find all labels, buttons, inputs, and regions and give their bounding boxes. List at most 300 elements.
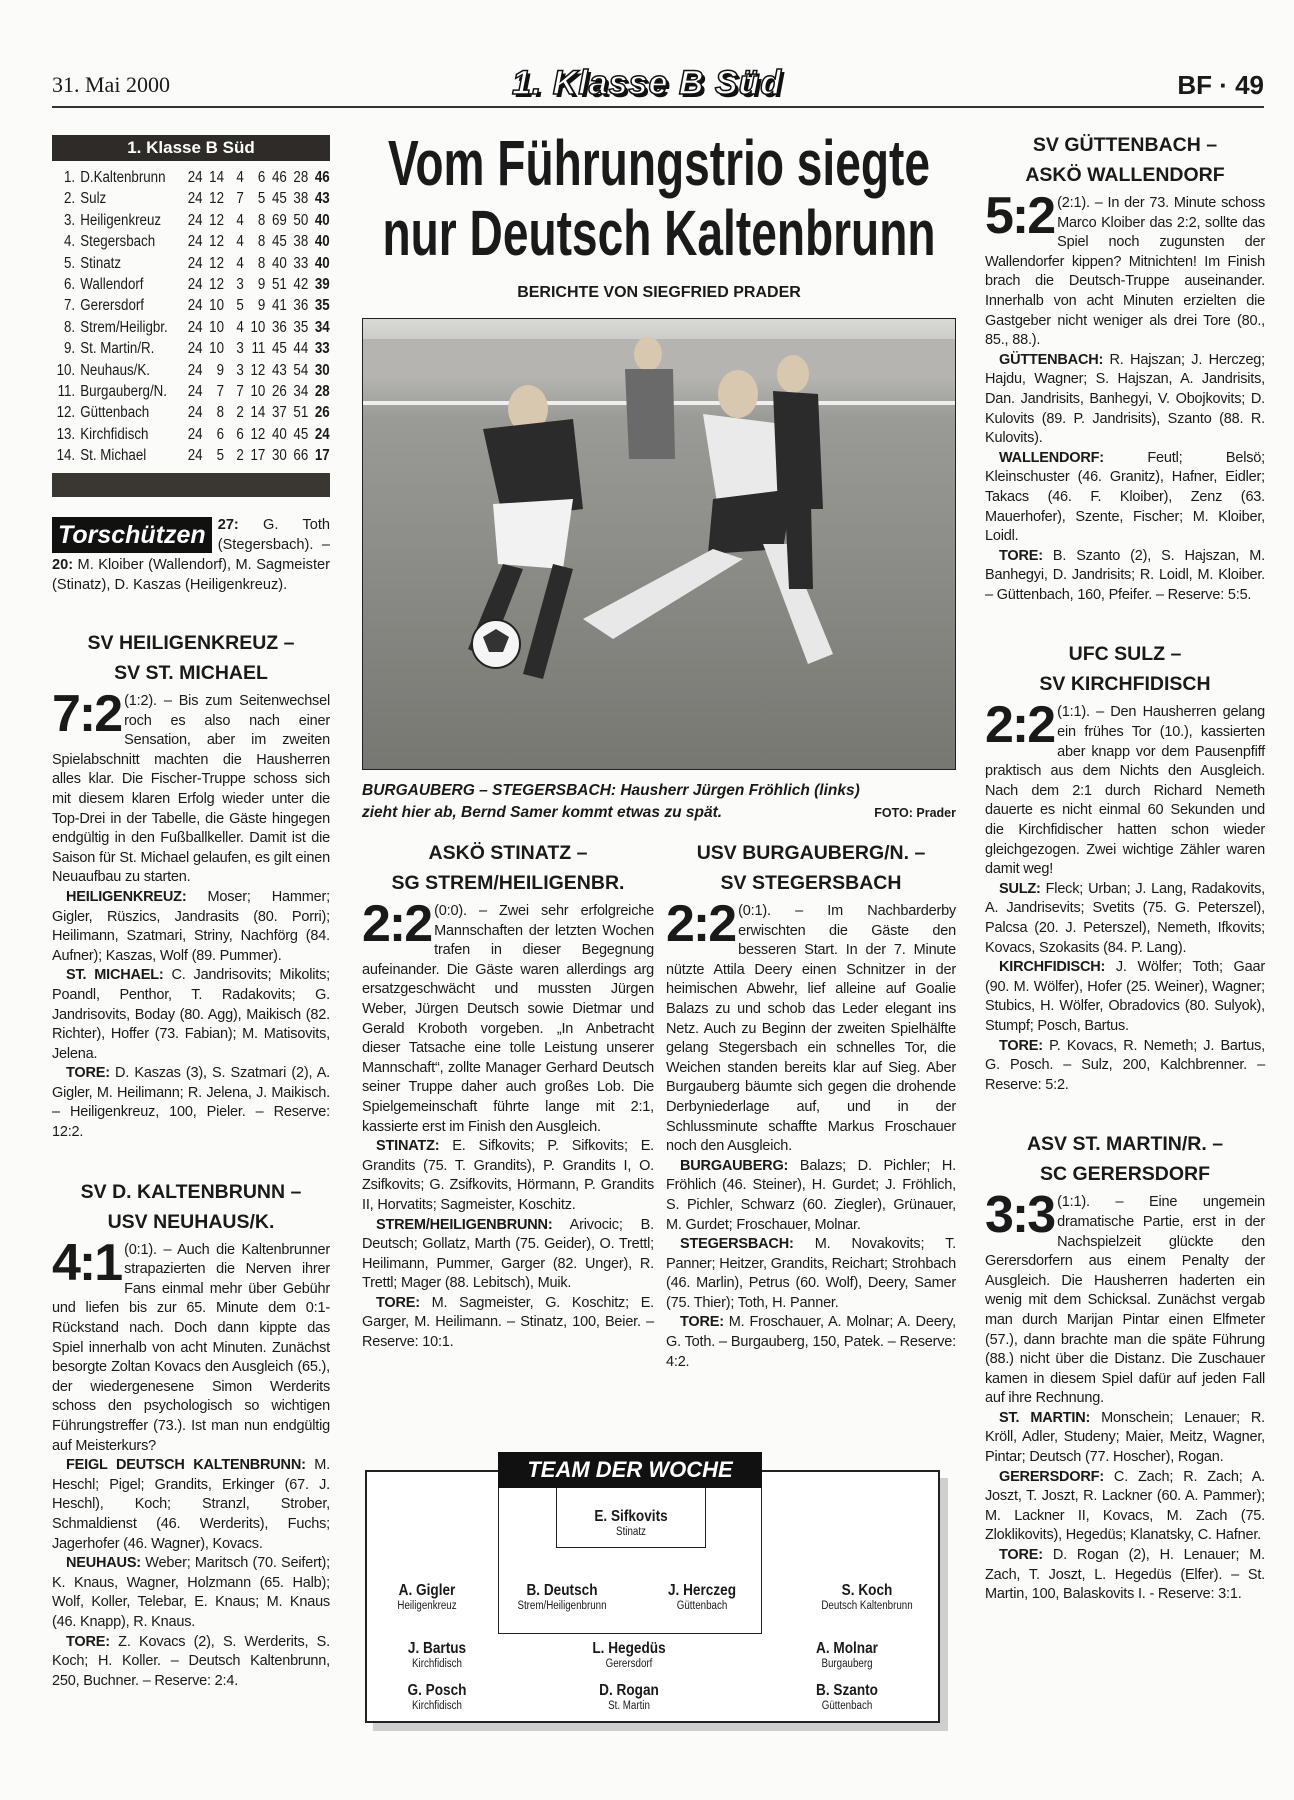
losses: 8 [257, 211, 266, 229]
table-row [52, 445, 330, 466]
wins: 6 [216, 425, 225, 443]
points: 26 [314, 404, 330, 422]
rank: 12. [56, 404, 76, 422]
player-name: J. Herczeg [667, 1582, 737, 1599]
report-paragraph [985, 958, 1265, 1036]
match-report-sulz [985, 639, 1265, 1095]
draws: 3 [236, 275, 244, 293]
team-label: TORE: [66, 1065, 110, 1082]
team-name: Burgauberg/N. [80, 382, 167, 400]
goals-against: 51 [293, 404, 309, 422]
rank: 10. [56, 361, 76, 379]
table-row [52, 295, 330, 316]
paragraph-text: E. Sifkovits; P. Sifkovits; E. Grandits (75. T. Grandits), P. Grandits I, O. Zsifkovits; G. Zsifkovits, Hörmann, P. Grandits II, Horvatits; Sagmeister, Koschitz. [362, 1138, 654, 1213]
match-title-line-2: USV NEUHAUS/K. [107, 1210, 275, 1233]
player-club: Burgauberg [821, 1658, 873, 1670]
player-name: G. Posch [407, 1682, 467, 1699]
rank: 3. [63, 211, 76, 229]
match-title-line-2: SV STEGERSBACH [720, 872, 902, 894]
report-paragraph [52, 685, 330, 888]
table-row [52, 424, 330, 445]
report-paragraph [985, 880, 1265, 958]
match-title-line-1: SV HEILIGENKREUZ – [87, 632, 295, 654]
losses: 10 [250, 382, 266, 400]
paragraph-text: Arivocic; B. Deutsch; Gollatz, Marth (75. Geider), O. Trettl; Heilimann, Pummer, Garger (82. Unger), R. Trettl; Mager (88. Lebitsch), Muik. [362, 1216, 654, 1292]
wins: 12 [209, 190, 225, 208]
team-name: Stegersbach [80, 233, 156, 251]
player-name: B. Deutsch [526, 1582, 598, 1599]
team-player [782, 1640, 912, 1670]
final-score: 2:2 [985, 696, 1055, 755]
goals-against: 50 [293, 211, 309, 229]
wins: 12 [209, 275, 225, 293]
losses: 9 [257, 275, 266, 293]
team-name: Strem/Heiligbr. [80, 318, 168, 336]
paragraph-text: J. Wölfer; Toth; Gaar (90. M. Wölfer), Hofer (25. Weiner), Wagner; Stubics, H. Wölfer, Obradovics (80. Sulyok), Stumpf; Posch, Bartus. [985, 959, 1265, 1034]
losses: 17 [250, 447, 266, 465]
team-of-the-week-title: TEAM DER WOCHE [498, 1452, 762, 1488]
byline: BERICHTE VON SIEGFRIED PRADER [517, 284, 801, 301]
team-label: STINATZ: [376, 1138, 440, 1155]
report-paragraph [362, 1137, 654, 1215]
paragraph-text: Fleck; Urban; J. Lang, Radakovits, A. Jandrisevits; Svetits (75. G. Peterszel), Palcsa (20. J. Peterszel), Nemeth, Ifkovits; Kovacs, Szokasits (84. P. Lang). [985, 880, 1265, 956]
games: 24 [187, 190, 203, 208]
goals-against: 33 [293, 254, 309, 272]
goals-for: 40 [271, 254, 287, 272]
paragraph-text: (0:1). – Auch die Kaltenbrunner strapazierten die Nerven ihrer Fans einmal mehr über Gebühr und liefen bis zur 65. Minute dem 0:1-Rückstand nach. Doch dann kippte das Spiel innerhalb von acht Minuten. Zunächst besorgte Zoltan Kovacs den Ausgleich (65.), der wiedergenesene Simon Werderits schoss den psychologisch so wichtigen Führungstreffer (73.). Ist man nun endgültig auf Meisterkurs? [52, 1241, 330, 1454]
section-title: 1. Klasse B Süd [511, 64, 783, 102]
paragraph-text: (1:1). – Den Hausherren gelang ein frühes Tor (10.), kassierten aber knapp vor dem Pausenpfiff praktisch aus dem Nichts den Ausgleich. Nach dem 2:1 durch Richard Nemeth dauerte es nicht einmal 60 Sekunden und die Kirchfidischer hatten schon wieder gleichgezogen. Zwei wichtige Zähler waren damit weg! [985, 704, 1265, 878]
paragraph-text: (1:2). – Bis zum Seitenwechsel roch es also nach einer Sensation, aber im zweiten Spielabschnitt machten die Hausherren alles klar. Die Fischer-Truppe schoss sich mit diesem klaren Erfolg wieder unter die Top-Drei in der Tabelle, die Gäste hingegen endgültig in den Fußballkeller. Damit ist die Saison für St. Michael gelaufen, es gilt einen Neuaufbau zu starten. [52, 693, 330, 886]
team-label: TORE: [66, 1633, 110, 1650]
player-name: S. Koch [841, 1582, 893, 1599]
table-row [52, 188, 330, 209]
paragraph-text: D. Rogan (2), H. Lenauer; M. Zach, T. Joszt, L. Hegedüs (Elfer). – St. Martin, 100, Balaskovits I. - Reserve: 3:1. [985, 1547, 1265, 1603]
report-paragraph [985, 1037, 1265, 1096]
match-title-line-1: SV GÜTTENBACH – [1032, 134, 1218, 156]
games: 24 [187, 254, 203, 272]
player-club: Heiligenkreuz [397, 1600, 457, 1612]
match-title-line-2: ASKÖ WALLENDORF [1025, 164, 1225, 186]
team-name: St. Martin/R. [80, 340, 155, 358]
rank: 4. [63, 233, 76, 251]
games: 24 [187, 233, 203, 251]
paragraph-text: Z. Kovacs (2), S. Werderits, S. Koch; H. Koller. – Deutsch Kaltenbrunn, 250, Buchner. – Reserve: 2:4. [52, 1633, 330, 1689]
paragraph-text: Weber; Maritsch (70. Seifert); K. Knaus, Wagner, Holzmann (65. Halb); Wolf, Koller, Telebar, E. Knaus; M. Knaus (46. Knapp), R. Knaus. [52, 1555, 330, 1630]
scorer-goals-1: 27: [217, 517, 239, 533]
match-title-line-1: ASV ST. MARTIN/R. – [1026, 1133, 1224, 1156]
games: 24 [187, 275, 203, 293]
points: 35 [314, 297, 330, 315]
team-label: GERERSDORF: [999, 1468, 1104, 1485]
wins: 7 [216, 382, 225, 400]
points: 43 [314, 190, 330, 208]
right-column [985, 130, 1265, 1639]
report-paragraph [666, 1157, 956, 1235]
player-club: Strem/Heiligenbrunn [517, 1600, 607, 1612]
paragraph-text: M. Heschl; Pigel; Grandits, Erkinger (67. J. Heschl), Koch; Stranzl, Strober, Schmaldienst (46. Werderits), Fuchs; Jagerhofer (46. Wagner), Kovacs. [52, 1457, 330, 1552]
goals-for: 51 [271, 275, 287, 293]
report-paragraph [52, 1633, 330, 1692]
rank: 8. [63, 318, 76, 336]
match-title [985, 639, 1265, 699]
headline [382, 127, 936, 269]
wins: 10 [209, 318, 225, 336]
draws: 6 [236, 425, 244, 443]
goals-for: 45 [271, 233, 287, 251]
table-row [52, 274, 330, 295]
team-label: FEIGL DEUTSCH KALTENBRUNN: [66, 1457, 306, 1474]
match-title-line-2: SC GERERSDORF [1039, 1163, 1211, 1186]
goals-against: 38 [293, 190, 309, 208]
report-paragraph [52, 1233, 330, 1457]
team-name: Gerersdorf [80, 297, 145, 315]
points: 17 [314, 447, 330, 465]
goals-against: 28 [293, 169, 309, 186]
paragraph-text: Moser; Hammer; Gigler, Rüszics, Jandrasits (80. Porri); Heilimann, Szatmari, Striny, Nachförg (84. Aufner); Kaszas, Wolf (89. Pummer). [52, 888, 330, 964]
match-title [666, 838, 956, 898]
page-number: BF · 49 [1177, 70, 1264, 100]
team-player [637, 1582, 767, 1612]
player-name: E. Sifkovits [594, 1508, 668, 1525]
table-row [52, 338, 330, 359]
wins: 5 [216, 447, 225, 465]
team-player [372, 1640, 502, 1670]
games: 24 [187, 447, 203, 465]
goals-for: 45 [271, 190, 287, 208]
final-score: 5:2 [985, 187, 1055, 245]
points: 30 [314, 361, 330, 379]
draws: 2 [236, 404, 244, 422]
match-title-line-2: SV ST. MICHAEL [114, 662, 268, 684]
paragraph-text: M. Sagmeister, G. Koschitz; E. Garger, M. Heilimann. – Stinatz, 100, Beier. – Reserve: 10:1. [362, 1294, 654, 1351]
losses: 12 [250, 361, 266, 379]
paragraph-text: (0:0). – Zwei sehr erfolgreiche Mannschaften der letzten Wochen trafen in dieser Begegnung aufeinander. Die Gäste waren allerdings arg ersatzgeschwächt und mussten Jürgen Weber, Jürgen Deutsch sowie Dietmar und Gerald Kroboth vorgeben. „In Anbetracht dieser Tatsache eine tolle Leistung unserer Mannschaft“, zollte Manager Gerhard Deutsch seiner Truppe daher auch großes Lob. Die Spielgemeinschaft führte lange mit 2:1, kassierte erst im Finish den Ausgleich. [362, 903, 654, 1135]
match-title [362, 838, 654, 898]
games: 24 [187, 425, 203, 443]
team-of-the-week [365, 1457, 940, 1723]
table-footer-bar [52, 473, 330, 497]
player-name: A. Molnar [816, 1640, 878, 1657]
report-paragraph [985, 1186, 1265, 1409]
team-label: STEGERSBACH: [680, 1236, 794, 1253]
goals-for: 69 [271, 211, 287, 229]
match-photo [362, 318, 956, 770]
table-row [52, 210, 330, 231]
team-player [497, 1582, 627, 1612]
draws: 5 [236, 297, 244, 315]
team-name: Sulz [80, 190, 107, 208]
points: 39 [314, 275, 330, 293]
report-paragraph [362, 1216, 654, 1294]
report-paragraph [52, 1064, 330, 1142]
goals-for: 37 [271, 404, 287, 422]
report-paragraph [666, 1235, 956, 1313]
table-row [52, 253, 330, 274]
match-title [52, 1177, 330, 1237]
points: 28 [314, 382, 330, 400]
points: 46 [314, 169, 330, 186]
report-paragraph [985, 1468, 1265, 1546]
table-row [52, 381, 330, 402]
report-paragraph [985, 696, 1265, 879]
draws: 4 [236, 211, 244, 229]
team-label: BURGAUBERG: [680, 1157, 789, 1174]
team-name: Neuhaus/K. [80, 361, 150, 379]
goals-against: 36 [293, 297, 309, 315]
report-paragraph [666, 895, 956, 1157]
photo-credit: FOTO: Prader [874, 806, 956, 820]
team-label: WALLENDORF: [999, 449, 1104, 466]
team-name: Stinatz [80, 254, 122, 272]
player-club: Kirchfidisch [412, 1658, 462, 1670]
report-paragraph [666, 1313, 956, 1372]
header-rule [52, 106, 1264, 108]
team-name: St. Michael [80, 447, 147, 465]
team-player [566, 1508, 696, 1538]
table-row [52, 167, 330, 188]
final-score: 2:2 [362, 895, 432, 953]
team-label: TORE: [376, 1294, 420, 1311]
player-club: Güttenbach [821, 1700, 873, 1712]
team-label: TORE: [999, 1547, 1043, 1564]
draws: 3 [236, 340, 244, 358]
headline-line-1: Vom Führungstrio siegte [388, 127, 930, 199]
losses: 6 [257, 169, 266, 186]
report-paragraph [52, 1456, 330, 1554]
match-title-line-1: USV BURGAUBERG/N. – [696, 842, 926, 864]
goals-against: 44 [293, 340, 309, 358]
paragraph-text: Monschein; Lenauer; R. Kröll, Adler, Studeny; Maier, Meitz, Wagner, Pintar; Deutsch (77. Hoscher), Rogan. [985, 1409, 1265, 1466]
draws: 7 [236, 382, 244, 400]
report-paragraph [362, 1294, 654, 1353]
table-row [52, 317, 330, 338]
rank: 13. [56, 425, 76, 443]
rank: 9. [63, 340, 76, 358]
paragraph-text: R. Hajszan; J. Herczeg; Hajdu, Wagner; S. Hajszan, A. Jandrisits, Dan. Jandrisits, Banhegyi, V. Obojkovits; D. Kulovits (89. P. Jandrisits), Szanto (88. R. Kulovits). [985, 351, 1265, 447]
goals-for: 41 [271, 297, 287, 315]
team-label: TORE: [999, 1037, 1043, 1054]
goals-for: 40 [271, 425, 287, 443]
draws: 4 [236, 233, 244, 251]
paragraph-text: Balazs; D. Pichler; H. Fröhlich (46. Steiner), H. Gurdet; J. Fröhlich, S. Pichler, Schwarz (60. Ziegler), Grünauer, M. Gurdet; Froschauer, Molnar. [666, 1157, 956, 1233]
report-paragraph [985, 1546, 1265, 1605]
losses: 10 [250, 318, 266, 336]
points: 24 [314, 425, 330, 443]
team-label: STREM/HEILIGENBRUNN: [376, 1216, 553, 1233]
player-name: J. Bartus [407, 1640, 467, 1657]
losses: 5 [257, 190, 266, 208]
scorer-text-1: G. Toth (Stegersbach). – [217, 517, 330, 553]
match-title-line-1: ASKÖ STINATZ – [428, 842, 588, 864]
points: 40 [314, 211, 330, 229]
wins: 12 [209, 233, 225, 251]
player-club: Deutsch Kaltenbrunn [821, 1600, 913, 1612]
losses: 8 [257, 254, 266, 272]
report-paragraph [52, 1554, 330, 1632]
team-name: Wallendorf [80, 275, 144, 293]
player-club: Stinatz [616, 1526, 646, 1538]
wins: 12 [209, 254, 225, 272]
report-paragraph [985, 187, 1265, 351]
league-table-rows [52, 161, 330, 466]
losses: 9 [257, 297, 266, 315]
games: 24 [187, 382, 203, 400]
paragraph-text: (1:1). – Eine ungemein dramatische Partie, erst in der Nachspielzeit glückte den Gerersdorfern aus einem Penalty der Ausgleich. Die Hausherren haderten ein wenig mit dem Schicksal. Zunächst vergab man durch Marijan Pintar einen Elfmeter (57.), dann brachte man die späte Führung (88.) nicht über die Distanz. Die Zuschauer kamen in diesem Spiel dafür auf jeden Fall auf ihre Rechnung. [985, 1194, 1265, 1407]
final-score: 2:2 [666, 895, 736, 953]
losses: 14 [250, 404, 266, 422]
photo-caption [362, 780, 956, 824]
rank: 11. [57, 382, 76, 400]
player-name: D. Rogan [599, 1682, 659, 1699]
paragraph-text: D. Kaszas (3), S. Szatmari (2), A. Gigler, M. Heilimann; R. Jelena, J. Maikisch. – Heiligenkreuz, 100, Pieler. – Reserve: 12:2. [52, 1065, 330, 1141]
player-club: Güttenbach [676, 1600, 728, 1612]
match-report-kaltenbrunn [52, 1177, 330, 1692]
paragraph-text: C. Jandrisovits; Mikolits; Poandl, Penthor, T. Radakovits; G. Jandrisovits, Boday (80. Agg), Maikisch (82. Richter), Hoffer (73. Fabian); M. Matisovits, Jelena. [52, 967, 330, 1062]
player-club: St. Martin [608, 1700, 650, 1712]
goals-against: 34 [293, 382, 309, 400]
match-title [985, 130, 1265, 190]
wins: 12 [209, 211, 225, 229]
final-score: 4:1 [52, 1233, 122, 1292]
goals-against: 38 [293, 233, 309, 251]
points: 40 [314, 254, 330, 272]
wins: 9 [216, 361, 225, 379]
player-name: L. Hegedüs [592, 1640, 666, 1657]
team-player [564, 1682, 694, 1712]
goals-for: 26 [271, 382, 287, 400]
issue-date: 31. Mai 2000 [52, 72, 170, 97]
goals-against: 66 [293, 447, 309, 465]
rank: 5. [63, 254, 76, 272]
scorer-goals-2: 20: [52, 557, 74, 573]
table-row [52, 360, 330, 381]
draws: 4 [236, 169, 244, 186]
draws: 3 [236, 361, 244, 379]
top-scorers [52, 515, 330, 595]
report-paragraph [52, 888, 330, 966]
goals-for: 36 [271, 318, 287, 336]
team-label: NEUHAUS: [66, 1555, 141, 1572]
player-club: Gerersdorf [605, 1658, 653, 1670]
player-name: A. Gigler [398, 1582, 456, 1599]
team-label: KIRCHFIDISCH: [999, 959, 1106, 976]
player-club: Kirchfidisch [412, 1700, 462, 1712]
team-player [362, 1582, 492, 1612]
team-name: D.Kaltenbrunn [80, 169, 166, 186]
match-report-guettenbach [985, 130, 1265, 605]
match-title-line-2: SV KIRCHFIDISCH [1039, 673, 1211, 696]
wins: 8 [216, 404, 225, 422]
player-name: B. Szanto [816, 1682, 878, 1699]
rank: 2. [63, 190, 76, 208]
games: 24 [187, 340, 203, 358]
top-scorers-badge: Torschützen [52, 517, 212, 553]
team-label: GÜTTENBACH: [999, 351, 1104, 368]
match-title-line-1: UFC SULZ – [1068, 643, 1182, 666]
table-row [52, 231, 330, 252]
paragraph-text: (0:1). – Im Nachbarderby erwischten die Gäste den besseren Start. In der 7. Minute nützte Attila Deery einen Schnitzer in der heimischen Abwehr, lief alleine auf Goalie Balazs zu und schob das Leder elegant ins Netz. Auch zu Beginn der zweiten Spielhälfte gelang Stegersbach ein schnelles Tor, die Weichen standen bereits klar auf Sieg. Aber Burgauberg bäumte sich gegen die drohende Derbyniederlage auf, und in der Schlussminute schaffte Markus Froschauer noch den Ausgleich. [666, 903, 956, 1155]
team-player [782, 1682, 912, 1712]
goals-against: 54 [293, 361, 309, 379]
match-title-line-2: SG STREM/HEILIGENBR. [391, 872, 625, 894]
report-paragraph [362, 895, 654, 1137]
paragraph-text: M. Novakovits; T. Panner; Heitzer, Grandits, Reichart; Strohbach (46. Marlin), Petrus (60. Wolf), Deery, Samer (75. Thier); Toth, H. Panner. [666, 1236, 956, 1311]
goals-against: 45 [293, 425, 309, 443]
points: 34 [314, 318, 330, 336]
table-row [52, 402, 330, 423]
points: 40 [314, 233, 330, 251]
match-report-stinatz [362, 838, 654, 1353]
goals-against: 35 [293, 318, 309, 336]
wins: 10 [209, 340, 225, 358]
paragraph-text: C. Zach; R. Zach; A. Joszt, T. Joszt, R. Lackner (60. A. Pammer); M. Lackner II, Kovacs, M. Zach (75. Zloklikovits), Hegedüs; Klanatsky, C. Hafner. [985, 1468, 1265, 1544]
match-report-stmartin [985, 1129, 1265, 1604]
photo-caption-text: BURGAUBERG – STEGERSBACH: Hausherr Jürgen Fröhlich (links) zieht hier ab, Bernd Samer kommt etwas zu spät. [362, 782, 860, 821]
report-paragraph [985, 547, 1265, 606]
games: 24 [187, 297, 203, 315]
team-label: ST. MARTIN: [999, 1409, 1091, 1426]
final-score: 3:3 [985, 1186, 1055, 1245]
wins: 10 [209, 297, 225, 315]
draws: 2 [236, 447, 244, 465]
rank: 6. [63, 275, 76, 293]
team-label: TORE: [680, 1314, 724, 1331]
league-table-title: 1. Klasse B Süd [52, 135, 330, 161]
goals-for: 45 [271, 340, 287, 358]
match-report-heiligenkreuz [52, 628, 330, 1143]
match-title [985, 1129, 1265, 1189]
team-label: SULZ: [999, 880, 1041, 897]
paragraph-text: B. Szanto (2), S. Hajszan, M. Banhegyi, D. Jandrisits; R. Loidl, M. Kloiber. – Güttenbach, 160, Pfeifer. – Reserve: 5:5. [985, 547, 1265, 603]
final-score: 7:2 [52, 685, 122, 743]
losses: 12 [250, 425, 266, 443]
team-label: ST. MICHAEL: [66, 967, 164, 984]
goals-against: 42 [293, 275, 309, 293]
team-name: Heiligenkreuz [80, 211, 162, 229]
scorer-text-2: M. Kloiber (Wallendorf), M. Sagmeister (Stinatz), D. Kaszas (Heiligenkreuz). [52, 557, 330, 593]
losses: 8 [257, 233, 266, 251]
report-paragraph [985, 449, 1265, 547]
goals-for: 43 [271, 361, 287, 379]
wins: 14 [209, 169, 225, 186]
match-report-burgauberg [666, 838, 956, 1372]
games: 24 [187, 404, 203, 422]
draws: 4 [236, 254, 244, 272]
rank: 1. [63, 169, 76, 186]
goals-for: 46 [271, 169, 287, 186]
team-name: Güttenbach [80, 404, 150, 422]
team-label: TORE: [999, 547, 1043, 564]
paragraph-text: (2:1). – In der 73. Minute schoss Marco Kloiber das 2:2, sollte das Spiel noch zugunsten der Wallendorfer kippen? Mitnichten! Im Finish brach die Deutsch-Truppe auseinander. Innerhalb von acht Minuten erzielten die Gastgeber nicht weniger als drei Tore (80., 85., 88.). [985, 195, 1265, 349]
games: 24 [187, 318, 203, 336]
games: 24 [187, 211, 203, 229]
paragraph-text: M. Froschauer, A. Molnar; A. Deery, G. Toth. – Burgauberg, 150, Patek. – Reserve: 4:2. [666, 1314, 956, 1370]
middle-left-column [362, 838, 654, 1387]
losses: 11 [251, 340, 266, 358]
left-column [52, 628, 330, 1725]
team-label: HEILIGENKREUZ: [66, 888, 187, 905]
match-title [52, 628, 330, 688]
rank: 7. [63, 297, 76, 315]
report-paragraph [52, 966, 330, 1064]
rank: 14. [56, 447, 76, 465]
draws: 4 [236, 318, 244, 336]
games: 24 [187, 169, 203, 186]
report-paragraph [985, 1409, 1265, 1468]
goals-for: 30 [271, 447, 287, 465]
team-player [372, 1682, 502, 1712]
